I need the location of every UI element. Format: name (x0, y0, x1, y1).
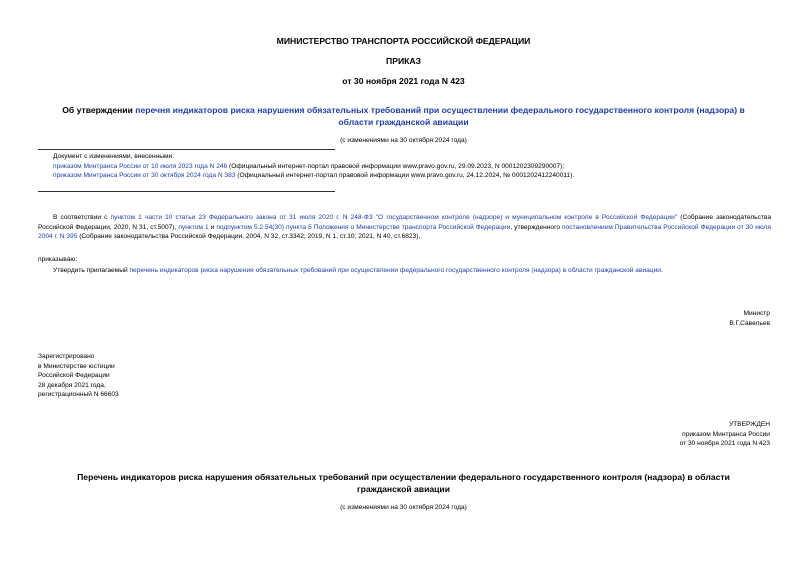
change-item-1-text: (Официальный интернет-портал правовой информации www.pravo.gov.ru, 29.09.2023, N 0001202309290007); (227, 162, 565, 170)
changes-intro: Документ с изменениями, внесенными: (53, 153, 175, 160)
order-text-1: Утвердить прилагаемый (53, 267, 130, 274)
signature-position: Министр (743, 310, 770, 317)
date-number-heading: от 30 ноября 2021 года N 423 (342, 76, 465, 86)
divider-bottom (38, 191, 335, 192)
document-title (0, 104, 807, 128)
approved-line-1: УТВЕРЖДЕН (728, 421, 770, 428)
approved-line-3: от 30 ноября 2021 года N 423 (679, 440, 770, 448)
registration-line-4: 28 декабря 2021 года, (38, 381, 106, 389)
change-item-1-link[interactable]: приказом Минтранса России от 10 июля 2023 года N 246 (53, 162, 228, 170)
preamble-text-2: (Собрание законодательства Российской Федерации, 2020, N 31, ст.5007), (38, 214, 772, 231)
registration-line-2: в Министерстве юстиции (38, 362, 115, 370)
edition-note: (с изменениями на 30 октября 2024 года) (340, 137, 467, 144)
title-link-line-2[interactable]: области гражданской авиации (338, 117, 469, 127)
registration-line-3: Российской Федерации (38, 372, 110, 380)
title-line-1 (0, 104, 807, 116)
list-title-line-1: Перечень индикаторов риска нарушения обязательных требований при осуществлении федерального государственного контроля (надзора) в области (77, 472, 730, 482)
preamble-link-point1[interactable]: пунктом 1 (178, 223, 209, 231)
preamble-text-4: , утвержденного (510, 223, 563, 231)
preamble-link-resolution[interactable]: постановлением Правительства Российской Федерации от 30 июля 2004 г. N 395 (38, 223, 771, 241)
order-text-2: . (660, 267, 663, 274)
change-item-2 (53, 171, 574, 181)
divider-top (38, 149, 335, 150)
registration-block (38, 352, 119, 400)
preamble-link-subpoint[interactable]: подпунктом 5.2.54(30) пункта 5 Положения о Министерстве транспорта Российской Федерации (216, 223, 511, 231)
preamble-link-law[interactable]: пунктом 1 части 10 статьи 23 Федерального закона от 31 июля 2020 г. N 248-ФЗ "О государственном контроле (надзоре) и муниципальном контроле в Российской Федерации" (110, 214, 678, 221)
signature-name: В.Г.Савельев (729, 319, 770, 327)
change-item-2-link[interactable]: приказом Минтранса России от 30 октября 2024 года N 383 (53, 172, 236, 180)
changes-block (53, 152, 574, 181)
preamble-text-1: В соответствии с (53, 214, 111, 221)
title-link[interactable]: перечня индикаторов риска нарушения обязательных требований при осуществлении федерального государственного контроля (надзора) в (135, 105, 745, 115)
change-item-2-text: (Официальный интернет-портал правовой информации www.pravo.gov.ru, 24.12.2024, № 0001202412240011). (235, 172, 575, 180)
approved-block (560, 420, 770, 449)
title-prefix: Об утверждении (62, 105, 136, 115)
registration-line-1: Зарегистрировано (38, 353, 95, 360)
ministry-heading: МИНИСТЕРСТВО ТРАНСПОРТА РОССИЙСКОЙ ФЕДЕРАЦИИ (276, 36, 531, 46)
doc-type-heading: ПРИКАЗ (386, 56, 421, 66)
order-paragraph (53, 266, 663, 276)
list-title (0, 471, 807, 495)
order-link-list[interactable]: перечень индикаторов риска нарушения обязательных требований при осуществлении федерального государственного контроля (надзора) в области гражданской авиации (129, 267, 661, 274)
preamble-text-3: и (208, 223, 217, 231)
change-item-1 (53, 162, 574, 172)
order-word: приказываю: (38, 256, 78, 263)
preamble-paragraph (38, 213, 771, 242)
registration-line-5: регистрационный N 66603 (38, 391, 119, 399)
signature-block (560, 309, 770, 328)
list-title-line-2: гражданской авиации (357, 484, 450, 494)
approved-line-2: приказом Минтранса России (682, 430, 770, 438)
list-edition-note: (с изменениями на 30 октября 2024 года) (340, 504, 467, 511)
preamble-text-5: (Собрание законодательства Российской Федерации, 2004, N 32, ст.3342; 2019, N 1, ст.10; 2021, N 40, ст.6823), (77, 233, 421, 241)
